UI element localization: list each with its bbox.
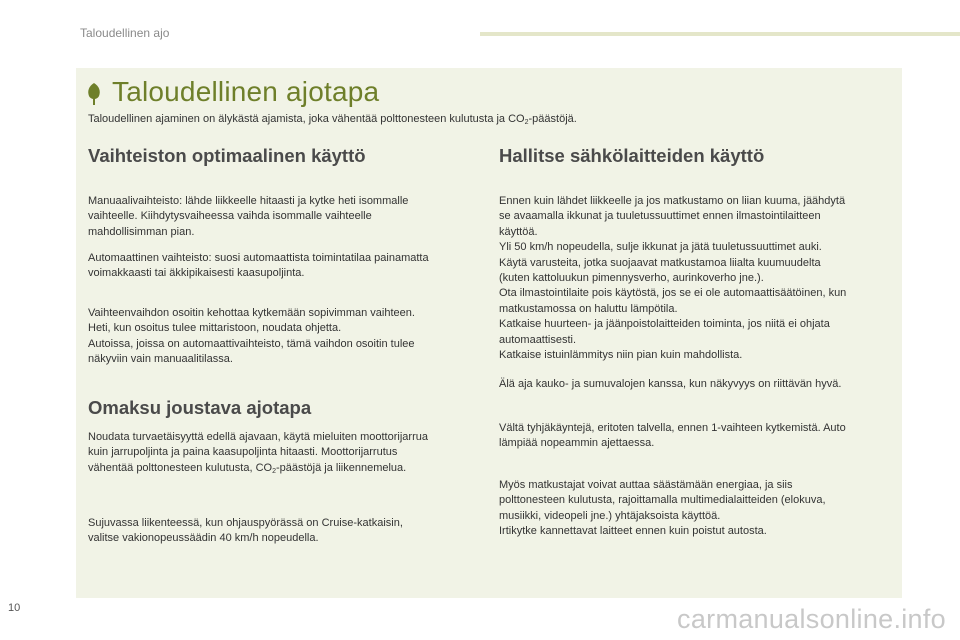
intro-sub: 2 [524,119,529,126]
paragraph-lights [499,377,841,392]
text-line: Ennen kuin lähdet liikkeelle ja jos matkustamo on liian kuuma, jäähdytä [499,195,846,207]
text-line: Heti, kun osoitus tulee mittaristoon, noudata ohjetta. [88,322,342,335]
text-line: Ota ilmastointilaite pois käytöstä, jos se ei ole automaattisäätöinen, kun [499,287,847,300]
text-line: käyttöä. [499,225,538,238]
paragraph-gear-indicator [88,306,415,368]
text-line: kuin jarrupoljinta ja paina kaasupoljinta hitaasti. Moottorijarrutus [88,446,398,459]
text-line: Älä aja kauko- ja sumuvalojen kanssa, kun näkyvyys on riittävän hyvä. [499,378,842,390]
text-line: Yli 50 km/h nopeudella, sulje ikkunat ja jätä tuuletussuuttimet auki. [499,241,822,254]
text-before-sub: vähentää polttonesteen kulutusta, CO [88,461,273,474]
text-line: Katkaise huurteen- ja jäänpoistolaitteiden toiminta, jos niitä ei ohjata [499,318,830,331]
paragraph-idling [499,421,846,452]
page-number: 10 [8,602,21,614]
text-line: Vaihteenvaihdon osoitin kehottaa kytkemään sopivimman vaihteen. [88,307,415,319]
intro-before: Taloudellinen ajaminen on älykästä ajamista, joka vähentää polttonesteen kulutusta ja CO [88,113,525,125]
text-line: Myös matkustajat voivat auttaa säästämään energiaa, ja siis [499,479,793,491]
text-line: valitse vakionopeussäädin 40 km/h nopeudella. [88,532,319,545]
text-line [88,461,428,476]
paragraph-climate [499,194,846,363]
text-line: Manuaalivaihteisto: lähde liikkeelle hitaasti ja kytke heti isommalle [88,195,409,207]
text-line: Noudata turvaetäisyyttä edellä ajavaan, käytä mieluiten moottorijarrua [88,431,428,443]
text-line: voimakkaasti tai äkkipikaisesti kaasupoljinta. [88,267,305,280]
text-line: Sujuvassa liikenteessä, kun ohjauspyörässä on Cruise-katkaisin, [88,517,403,529]
text-line: Vältä tyhjäkäyntejä, eritoten talvella, ennen 1-vaihteen kytkemistä. Auto [499,422,846,434]
paragraph-safe-distance [88,430,428,476]
paragraph-manual-gearbox [88,194,408,240]
intro-text [88,112,888,126]
text-line: musiikki, videopeli jne.) yhtäjaksoista käyttöä. [499,509,721,522]
paragraph-passengers [499,478,826,540]
text-line: matkustamossa on haluttu lämpötila. [499,302,678,315]
text-line: lämpiää nopeammin ajettaessa. [499,437,655,450]
header-rule [480,32,960,36]
text-line: (kuten kattoluukun pimennysverho, aurinkoverho jne.). [499,272,764,285]
header-title: Taloudellinen ajo [80,26,170,40]
text-after-sub: -päästöjä ja liikennemelua. [275,461,407,474]
text-line: Käytä varusteita, jotka suojaavat matkustamoa liialta kuumuudelta [499,256,821,269]
text-line: se avaamalla ikkunat ja tuuletussuuttimet ennen ilmastointilaitteen [499,210,821,223]
text-line: Automaattinen vaihteisto: suosi automaattista toimintatilaa painamatta [88,252,429,264]
text-line: vaihteelle. Kiihdytysvaiheessa vaihda isommalle vaihteelle [88,210,372,223]
co2-sub: 2 [272,467,276,475]
text-line: Irtikytke kannettavat laitteet ennen kuin poistut autosta. [499,525,767,538]
text-line: automaattisesti. [499,333,577,346]
text-line: polttonesteen kulutusta, rajoittamalla multimedialaitteiden (elokuva, [499,494,826,507]
leaf-icon [86,82,102,106]
watermark-logo: carmanualsonline.info [677,604,946,634]
page-title: Taloudellinen ajotapa [112,76,380,107]
text-line: Autoissa, joissa on automaattivaihteisto, tämä vaihdon osoitin tulee [88,337,415,350]
section-title-electrical: Hallitse sähkölaitteiden käyttö [499,145,765,166]
paragraph-automatic-gearbox [88,251,429,282]
section-title-gearbox: Vaihteiston optimaalinen käyttö [88,145,366,166]
paragraph-cruise-control [88,516,403,547]
text-line: Katkaise istuinlämmitys niin pian kuin mahdollista. [499,349,743,362]
text-line: mahdollisimman pian. [88,225,195,238]
text-line: näkyviin vain manuaalitilassa. [88,353,233,366]
section-title-driving-style: Omaksu joustava ajotapa [88,397,312,418]
intro-after: -päästöjä. [528,113,577,125]
